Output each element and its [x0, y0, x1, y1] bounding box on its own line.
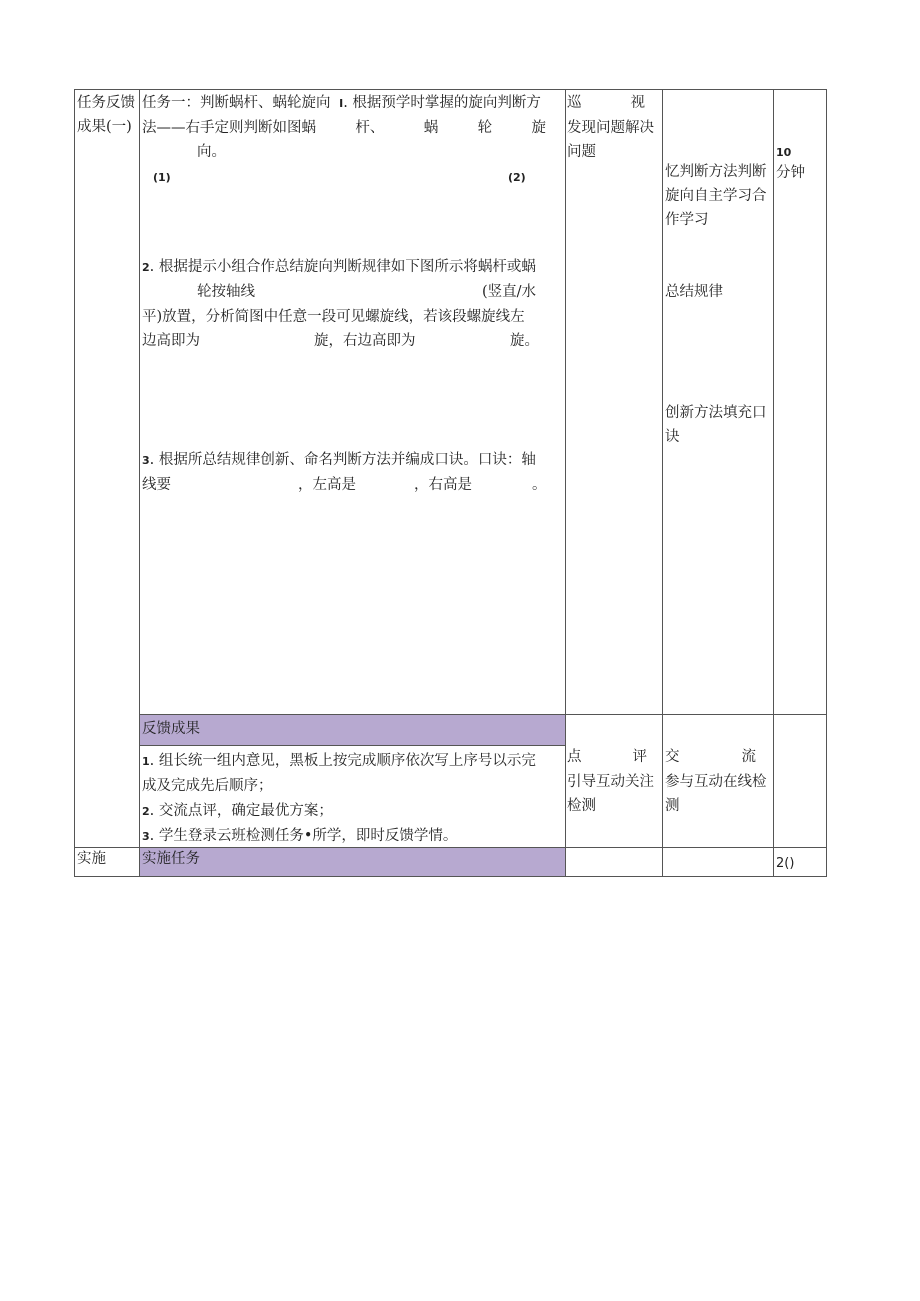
- item3-number: 3: [142, 454, 150, 467]
- item2-number: 2: [142, 261, 150, 274]
- item2-line3: 平)放置，分析简图中任意一段可见螺旋线，若该段螺旋线左: [142, 309, 525, 325]
- item2-line1: [142, 256, 536, 279]
- table-bottom-border: [74, 876, 827, 877]
- stage-label-line1: 任务反馈: [77, 95, 135, 111]
- row2-teacher-line2: 引导互动关注: [567, 774, 654, 790]
- feedback-header-band: [140, 715, 565, 745]
- item2-line4-a: 边高即为: [142, 333, 200, 349]
- row1-teacher-line3: 问题: [567, 144, 596, 160]
- col-border-1: [139, 89, 140, 877]
- row3-stage-label: 实施: [77, 851, 106, 867]
- item1-word-3: 轮: [477, 120, 493, 136]
- item1-word-4: 旋: [531, 120, 546, 136]
- item1-tail: 向。: [197, 144, 226, 160]
- row2-student-line3: 测: [665, 798, 680, 814]
- task1-line2: [142, 117, 564, 140]
- implement-header: 实施任务: [142, 851, 200, 867]
- row1-student-line4: 总结规律: [665, 284, 723, 300]
- feedback-line4-text: . 学生登录云班检测任务•所学，即时反馈学情。: [149, 828, 458, 844]
- item3-line2-a: 线要: [142, 477, 171, 493]
- item2-line4-c: 旋。: [510, 333, 539, 349]
- item1-text-b: 法——右手定则判断如图蜗: [142, 120, 316, 136]
- row1-student-line3: 作学习: [665, 212, 709, 228]
- row2-teacher-line3: 检测: [567, 798, 596, 814]
- col-border-2: [565, 89, 566, 877]
- figure-label-2: (2): [508, 171, 526, 184]
- task1-lead: 任务一：判断蜗杆、蜗轮旋向: [142, 95, 331, 111]
- feedback-line4: [142, 825, 457, 848]
- row1-student-line5: 创新方法填充口: [665, 405, 767, 421]
- col-border-5: [826, 89, 827, 877]
- col-border-0: [74, 89, 75, 877]
- item1-number: I: [339, 97, 344, 110]
- feedback-line4-number: 3: [142, 830, 150, 843]
- item3-line1-text: . 根据所总结规律创新、命名判断方法并编成口诀。口诀：轴: [149, 452, 536, 468]
- row2-teacher-word-1: 点: [567, 749, 582, 765]
- row1-student-line2: 旋向自主学习合: [665, 188, 767, 204]
- row2-student-line1: [665, 746, 770, 769]
- col-border-3: [662, 89, 663, 877]
- item3-line2-c: ，右高是: [414, 477, 472, 493]
- item1-word-2: 蜗: [423, 120, 439, 136]
- table-top-border: [74, 89, 827, 90]
- item1-word-1: 杆、: [355, 120, 385, 136]
- item2-line2-a: 轮按轴线: [197, 284, 255, 300]
- row1-time-number: 10: [776, 146, 792, 159]
- row2-student-line2: 参与互动在线检: [665, 774, 767, 790]
- row1-time-unit: 分钟: [776, 165, 805, 181]
- task1-line1: [142, 92, 541, 115]
- feedback-line3: [142, 800, 333, 823]
- row2-teacher-line1: [567, 746, 657, 769]
- row2-student-word-1: 交: [665, 749, 680, 765]
- item2-line1-text: . 根据提示小组合作总结旋向判断规律如下图所示将蜗杆或蜗: [149, 259, 536, 275]
- feedback-header: 反馈成果: [142, 721, 200, 737]
- teacher-word-2: 视: [630, 95, 645, 111]
- row1-student-line1: 忆判断方法判断: [665, 164, 767, 180]
- row2-header-border: [139, 745, 565, 746]
- row1-student-line6: 诀: [665, 429, 680, 445]
- figure-label-1: (1): [153, 171, 171, 184]
- row2-teacher-word-2: 评: [632, 749, 647, 765]
- item3-line2-d: 。: [532, 477, 547, 493]
- feedback-line3-number: 2: [142, 805, 150, 818]
- feedback-line1: [142, 750, 536, 773]
- row2-student-word-2: 流: [741, 749, 756, 765]
- feedback-line1-text: . 组长统一组内意见，黑板上按完成顺序依次写上序号以示完: [149, 753, 536, 769]
- row1-stage-label: [77, 91, 139, 139]
- feedback-line2: 成及完成先后顺序；: [142, 778, 273, 794]
- col-border-4: [773, 89, 774, 877]
- stage-label-line2: 成果(一): [77, 119, 132, 135]
- item3-line2-b: ，左高是: [298, 477, 356, 493]
- row1-teacher-line2: 发现问题解决: [567, 120, 654, 136]
- teacher-word-1: 巡: [567, 95, 582, 111]
- item1-text-a: . 根据预学时掌握的旋向判断方: [343, 95, 541, 111]
- row3-time: 2(): [776, 856, 795, 871]
- item2-line2-b: (竖直/水: [482, 284, 537, 300]
- item2-line4-b: 旋，右边高即为: [314, 333, 416, 349]
- feedback-line3-text: . 交流点评，确定最优方案；: [149, 803, 333, 819]
- feedback-line1-number: 1: [142, 755, 150, 768]
- implement-header-band: [140, 848, 565, 876]
- row1-teacher-line1: [567, 92, 657, 115]
- item3-line1: [142, 449, 536, 472]
